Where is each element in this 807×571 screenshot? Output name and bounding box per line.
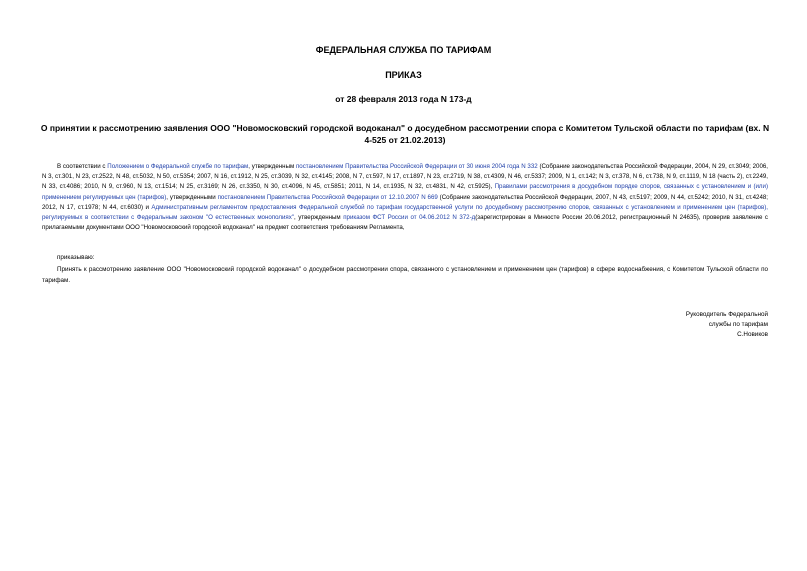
- link-dispute-rules[interactable]: Правилами рассмотрения в досудебном порядке споров, связанных с установлением и (или) применением регулируемых цен (тарифов): [42, 183, 768, 201]
- signature-line-position: Руководитель Федеральной: [685, 311, 768, 318]
- signature-line-agency: службы по тарифам: [708, 321, 768, 329]
- preamble-paragraph: [42, 162, 768, 233]
- preamble-text-5: (Собрание законодательства Российской Федерации, 2007, N 43, ст.5197; 2009, N 44, ст.5242; 2010, N 31, ст.4248; 2012, N 17, ст.1978; N 44, ст.6030) и: [42, 193, 768, 211]
- link-fst-order-372[interactable]: приказом ФСТ России от 04.06.2012 N 372-д: [343, 214, 476, 222]
- link-fst-regulation[interactable]: Положением о Федеральной службе по тарифам: [107, 163, 249, 170]
- document-date-number: от 28 февраля 2013 года N 173-д: [335, 94, 472, 104]
- link-government-decree-332[interactable]: постановлением Правительства Российской Федерации от 30 июня 2004 года N 332: [295, 163, 538, 170]
- preamble-text-6: , утвержденным: [293, 214, 344, 222]
- decision-paragraph: Принять к рассмотрению заявление ООО "Новомосковский городской водоканал" о досудебном рассмотрении спора, связанного с установлением и применением цен (тарифов) в сфере водоснабжения, с Комитетом Тульской области по тарифам.: [42, 266, 768, 284]
- document-type-heading: ПРИКАЗ: [385, 70, 422, 80]
- link-administrative-regulation[interactable]: Административным регламентом предоставления Федеральной службой по тарифам государственной услуги по досудебному рассмотрению споров, связанных с установлением и применением цен (тарифов), регулируемых в соответствии с Федеральным законом "О естественных монополиях": [42, 203, 768, 222]
- agency-heading: ФЕДЕРАЛЬНАЯ СЛУЖБА ПО ТАРИФАМ: [315, 45, 492, 55]
- preamble-text-7: (зарегистрирован в Минюсте России 20.06.2012, регистрационный N 24635), проверив заявление с прилагаемыми документами ООО "Новомосковский городской водоканал" на предмет соответствия требованиям Регламента,: [42, 214, 768, 232]
- signature-block: [686, 310, 768, 341]
- preamble-text-4: , утвержденными: [166, 193, 218, 201]
- ordered-label: приказываю:: [57, 254, 95, 261]
- document-title: О принятии к рассмотрению заявления ООО "Новомосковский городской водоканал" о досудебном рассмотрении спора с Комитетом Тульской области по тарифам (вх. N 4-525 от 21.02.2013): [40, 123, 770, 145]
- preamble-text-3: (Собрание законодательства Российской Федерации, 2004, N 29, ст.3049; 2006, N 3, ст.301, N 23, ст.2522, N 48, ст.5032, N 50, ст.5354; 2007, N 16, ст.1912, N 25, ст.3039, N 32, ст.4145; 2008, N 7, ст.597, N 17, ст.1897, N 23, ст.2719, N 38, ст.4309, N 46, ст.5337; 2009, N 1, ст.142; N 3, ст.378, N 6, ст.738, N 9, ст.1119, N 18 (часть 2), ст.2249, N 33, ст.4086; 2010, N 9, ст.960, N 13, ст.1514; N 25, ст.3169; N 26, ст.3350, N 30, ст.4096, N 45, ст.5851; 2011, N 14, ст.1935, N 32, ст.4831, N 42, ст.5925),: [42, 163, 768, 191]
- link-government-decree-669[interactable]: постановлением Правительства Российской Федерации от 12.10.2007 N 669: [217, 193, 438, 201]
- preamble-text-1: В соответствии с: [57, 163, 108, 170]
- preamble-text-2: , утвержденным: [248, 163, 296, 170]
- signature-line-name: С.Новиков: [737, 331, 768, 339]
